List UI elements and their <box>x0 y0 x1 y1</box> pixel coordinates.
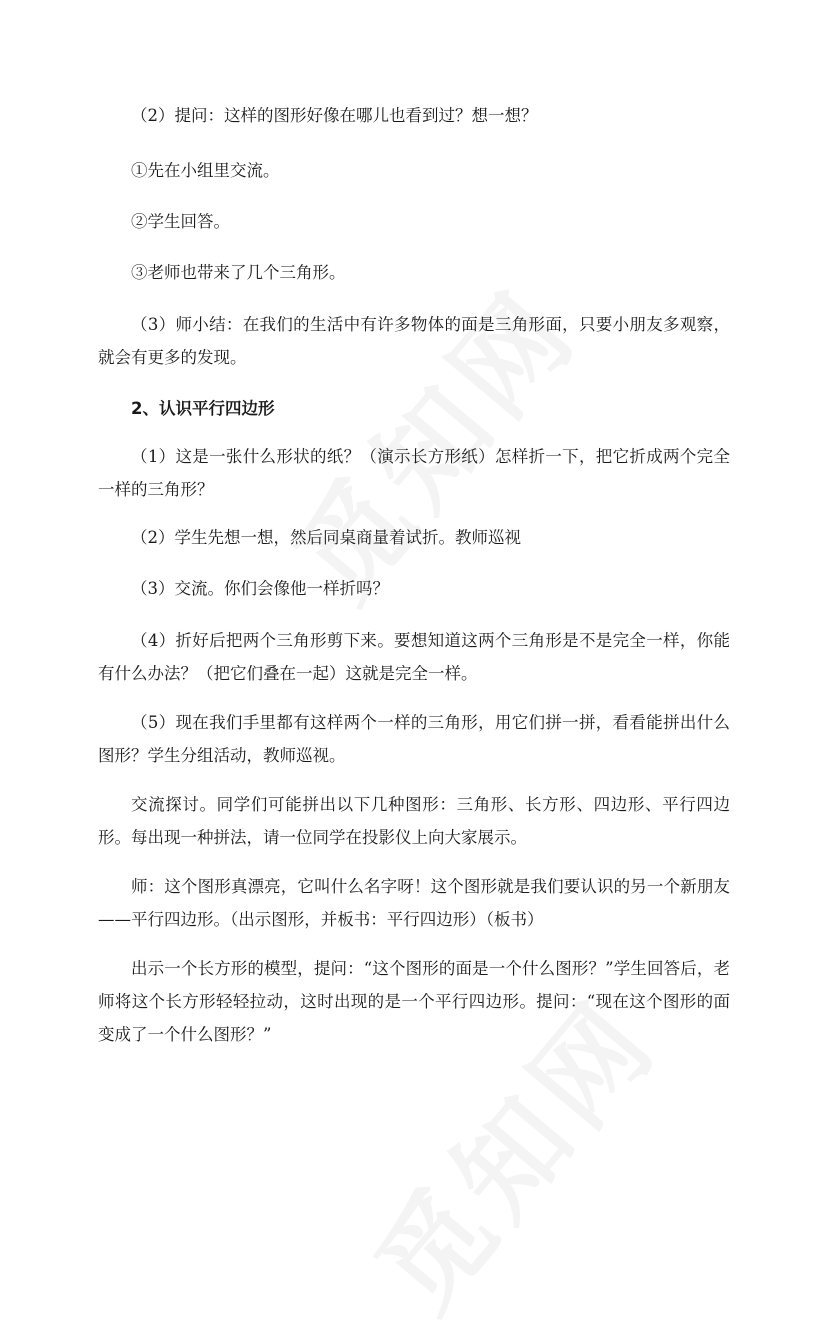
paragraph: ②学生回答。 <box>131 212 230 231</box>
paragraph: （3）交流。你们会像他一样折吗？ <box>131 579 389 598</box>
paragraph: 师：这个图形真漂亮，它叫什么名字呀！这个图形就是我们要认识的另一个新朋友——平行四边形。（出示图形，并板书：平行四边形）（板书） <box>98 877 730 929</box>
paragraph: （3）师小结：在我们的生活中有许多物体的面是三角形面，只要小朋友多观察，就会有更多的发现。 <box>98 315 730 367</box>
paragraph: ③老师也带来了几个三角形。 <box>131 263 346 282</box>
paragraph: （4）折好后把两个三角形剪下来。要想知道这两个三角形是不是完全一样，你能有什么办法？（把它们叠在一起）这就是完全一样。 <box>98 631 730 683</box>
paragraph: （2）学生先想一想，然后同桌商量着试折。教师巡视 <box>131 528 521 547</box>
paragraph: ①先在小组里交流。 <box>131 161 280 180</box>
paragraph: 出示一个长方形的模型，提问：“这个图形的面是一个什么图形？”学生回答后，老师将这个长方形轻轻拉动，这时出现的是一个平行四边形。提问：“现在这个图形的面变成了一个什么图形？” <box>98 959 730 1044</box>
section-heading: 2、认识平行四边形 <box>131 399 275 418</box>
paragraph: （1）这是一张什么形状的纸？（演示长方形纸）怎样折一下，把它折成两个完全一样的三角形？ <box>98 447 730 499</box>
paragraph: （5）现在我们手里都有这样两个一样的三角形，用它们拼一拼，看看能拼出什么图形？学生分组活动，教师巡视。 <box>98 713 730 765</box>
paragraph: 交流探讨。同学们可能拼出以下几种图形：三角形、长方形、四边形、平行四边形。每出现一种拼法，请一位同学在投影仪上向大家展示。 <box>98 795 730 847</box>
paragraph: （2）提问：这样的图形好像在哪儿也看到过？想一想？ <box>131 106 538 125</box>
